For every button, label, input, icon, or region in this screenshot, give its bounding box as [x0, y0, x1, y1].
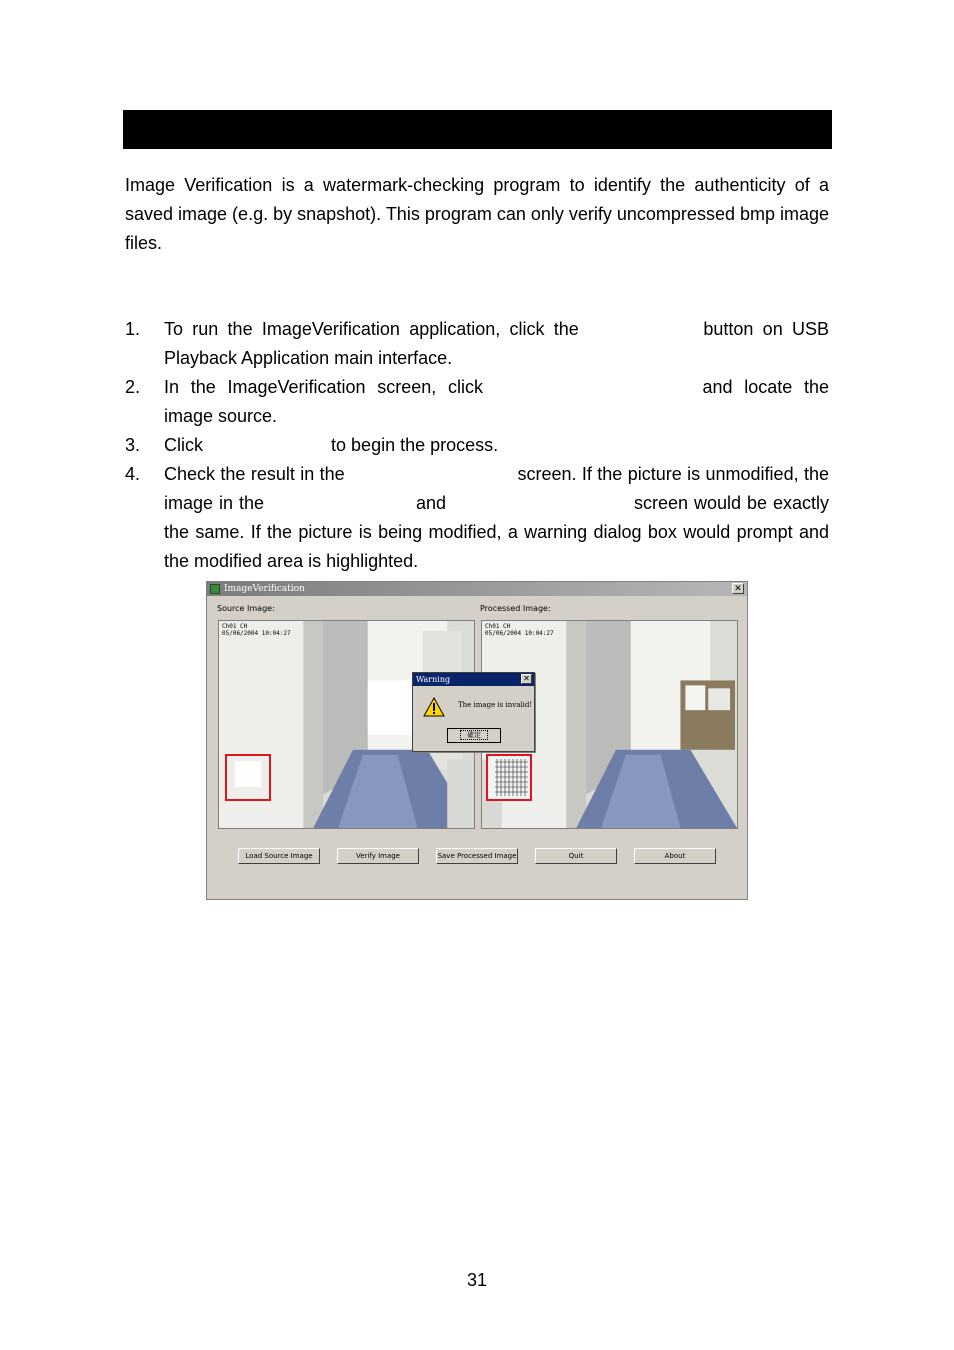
step-number: 2. — [125, 377, 141, 397]
dialog-ok-button[interactable]: 確定 — [447, 728, 501, 743]
step-text: to begin the process. — [331, 435, 499, 455]
step-number: 3. — [125, 435, 141, 455]
close-icon: ✕ — [734, 583, 742, 593]
step-text: button on USB Playback Application main interface. — [164, 319, 829, 368]
step-text: and — [415, 493, 447, 513]
load-source-image-button[interactable]: Load Source Image — [238, 848, 320, 864]
step-text: To run the ImageVerification application, click the — [164, 319, 579, 339]
step-number: 1. — [125, 319, 141, 339]
page-number: 31 — [466, 1270, 488, 1290]
app-icon — [210, 584, 220, 594]
intro-paragraph: Image Verification is a watermark-checking program to identify the authenticity of a saved image (e.g. by snapshot). This program can only verify uncompressed bmp image files. — [125, 175, 830, 253]
step-1 — [125, 315, 829, 373]
step-2 — [125, 373, 829, 431]
warning-icon — [423, 697, 445, 717]
quit-button[interactable]: Quit — [535, 848, 617, 864]
timestamp-overlay: Ch01 CH 05/06/2004 10:04:27 — [222, 623, 291, 637]
modified-area-grid — [488, 756, 530, 799]
step-4 — [125, 460, 829, 576]
steps-list — [125, 315, 829, 576]
dialog-close-button[interactable] — [521, 674, 532, 684]
window-title: ImageVerification — [224, 584, 305, 594]
timestamp-overlay: Ch01 CH 05/06/2004 10:04:27 — [485, 623, 554, 637]
highlight-box — [486, 754, 532, 801]
dialog-titlebar — [413, 673, 534, 686]
about-button[interactable]: About — [634, 848, 716, 864]
step-text: screen would be exactly the same. If the picture is being modified, a warning dialog box would prompt and the modified area is highlighted. — [164, 493, 829, 571]
step-text: In the ImageVerification screen, click — [164, 377, 484, 397]
step-number: 4. — [125, 464, 141, 484]
step-text: and locate the image source. — [164, 377, 829, 426]
verify-image-button[interactable]: Verify Image — [337, 848, 419, 864]
close-icon: ✕ — [523, 674, 530, 683]
processed-image-label: Processed Image: — [480, 604, 551, 613]
source-image-label: Source Image: — [217, 604, 275, 613]
image-verification-screenshot — [206, 581, 748, 900]
highlight-box — [225, 754, 271, 801]
step-text: Click — [164, 435, 203, 455]
step-3 — [125, 431, 829, 460]
dialog-message: The image is invalid! — [458, 701, 533, 709]
step-text: Check the result in the — [164, 464, 345, 484]
dialog-title: Warning — [416, 675, 451, 684]
window-close-button[interactable] — [732, 583, 744, 594]
window-titlebar — [207, 582, 747, 596]
section-header-bar — [123, 110, 832, 149]
warning-dialog — [412, 672, 535, 752]
save-processed-image-button[interactable]: Save Processed Image — [436, 848, 518, 864]
step-text: screen. If the picture is unmodified, the image in the — [164, 464, 829, 513]
